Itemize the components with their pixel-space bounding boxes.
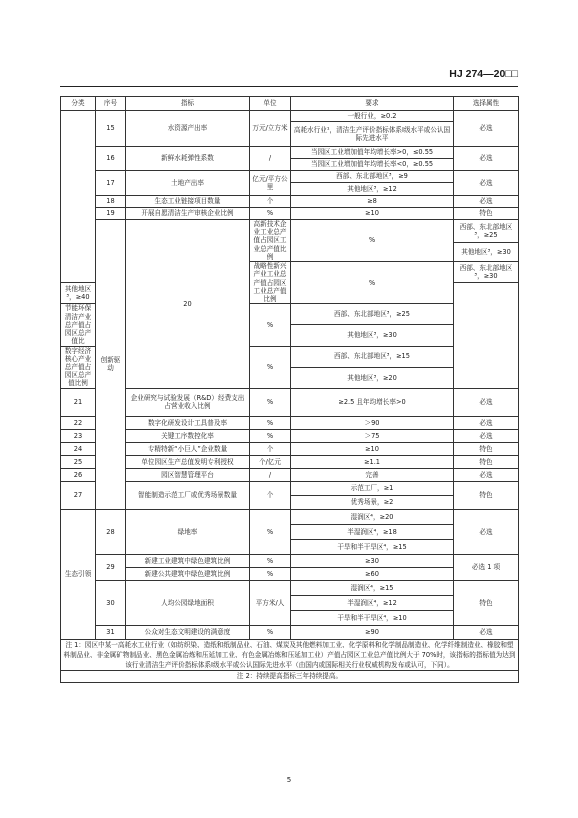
note-2: 注 2：持续提高指标三年持续提高。 [61, 671, 519, 682]
table-row [61, 388, 519, 416]
table-row [61, 416, 519, 429]
row-number: 15 [96, 111, 126, 147]
unit: 个 [250, 196, 291, 208]
indicator-name: 节能环保清洁产业总产值占园区总产值比 [61, 304, 96, 346]
unit: % [250, 346, 291, 388]
table-row [61, 455, 519, 468]
table-row [61, 481, 519, 495]
requirement: 湿润区⁴，≥15 [291, 580, 454, 595]
col-header-attribute: 选择属性 [454, 97, 519, 111]
row-number: 19 [96, 208, 126, 220]
table-row [61, 111, 519, 122]
category-cell-resource [61, 111, 96, 283]
unit: 平方米/人 [250, 580, 291, 625]
table-row [61, 171, 519, 183]
requirement: 湿润区⁴，≥20 [291, 509, 454, 524]
requirement: 其他地区³，≥30 [291, 325, 454, 346]
unit: % [291, 220, 454, 262]
indicator-name: 新建工业建筑中绿色建筑比例 [126, 554, 250, 567]
requirement: ≥90 [291, 625, 454, 639]
row-number: 23 [61, 429, 96, 442]
requirement: ≥30 [291, 554, 454, 567]
requirement: ≥8 [291, 196, 454, 208]
unit: % [250, 429, 291, 442]
indicator-name: 战略性新兴产业工业总产值占园区工业总产值比例 [250, 262, 291, 304]
indicator-name: 数字化研发设计工具普及率 [126, 416, 250, 429]
requirement: ＞90 [291, 416, 454, 429]
table-row [61, 147, 519, 159]
unit: % [291, 262, 454, 304]
row-number: 31 [96, 625, 126, 639]
unit: 个 [250, 481, 291, 509]
unit: % [250, 304, 291, 346]
attribute: 必选 [454, 196, 519, 208]
indicator-name: 关键工序数控化率 [126, 429, 250, 442]
indicator-name: 公众对生态文明建设的满意度 [126, 625, 250, 639]
requirement: 半湿润区⁴，≥12 [291, 595, 454, 610]
row-number: 29 [96, 554, 126, 580]
requirement: ≥60 [291, 567, 454, 580]
table-row [61, 220, 519, 243]
row-number: 20 [126, 220, 250, 389]
unit: 亿元/平方公里 [250, 171, 291, 196]
row-number: 17 [96, 171, 126, 196]
requirement: 半湿润区⁴，≥18 [291, 524, 454, 539]
row-number: 28 [96, 509, 126, 554]
table-row [61, 468, 519, 481]
attribute: 必选 [454, 468, 519, 481]
requirement: 当园区工业增加值年均增长率>0，≤0.55 [291, 147, 454, 159]
note-1: 注 1：园区中某一高耗水工业行业（如纺织染、造纸和纸制品业、石油、煤炭及其他燃料加工业、化学原料和化学制品制造业、化学纤维制造业、橡胶和塑料制品业、非金属矿物制品业、黑色金属冶炼和压延加工业、有色金属冶炼和压延加工业）产值占园区工业总产值比例大于 70%时，该指标的指标值为达到该行业清洁生产评价指标体系Ⅰ级水平或公认国际先进水平（由国内或国际相关行业权威机构发布或认可，下同）。 [61, 639, 519, 671]
unit: % [250, 388, 291, 416]
unit: 个 [250, 442, 291, 455]
requirement: 高耗水行业¹，清洁生产评价指标体系Ⅰ级水平或公认国际先进水平 [291, 122, 454, 147]
attribute: 必选 [454, 416, 519, 429]
attribute: 必选 [454, 388, 519, 416]
row-number: 24 [61, 442, 96, 455]
row-number: 16 [96, 147, 126, 171]
table-header-row [61, 97, 519, 111]
attribute: 必选 1 项 [454, 554, 519, 580]
table-row [61, 429, 519, 442]
indicator-name: 高新技术企业工业总产值占园区工业总产值比例 [250, 220, 291, 262]
unit: / [250, 468, 291, 481]
note-row [61, 639, 519, 671]
indicator-name: 数字经济核心产业总产值占园区总产值比例 [61, 346, 96, 388]
row-number: 27 [61, 481, 96, 509]
table-row [61, 567, 519, 580]
attribute: 必选 [454, 429, 519, 442]
requirement: 干旱和半干旱区⁴，≥10 [291, 610, 454, 625]
unit: % [250, 554, 291, 567]
indicator-name: 专精特新“小巨人”企业数量 [126, 442, 250, 455]
unit: % [250, 208, 291, 220]
unit: % [250, 625, 291, 639]
row-number: 22 [61, 416, 96, 429]
unit: / [250, 147, 291, 171]
row-number: 25 [61, 455, 96, 468]
unit: 个/亿元 [250, 455, 291, 468]
attribute: 特色 [454, 208, 519, 220]
requirement: 当园区工业增加值年均增长率<0，≥0.55 [291, 159, 454, 171]
attribute: 必选 [454, 147, 519, 171]
indicator-name: 开展自愿清洁生产审核企业比例 [126, 208, 250, 220]
row-number: 21 [61, 388, 96, 416]
attribute: 必选 [454, 171, 519, 196]
requirement: 西部、东北部地区³，≥25 [291, 304, 454, 325]
col-header-requirement: 要求 [291, 97, 454, 111]
requirement: 示范工厂，≥1 [291, 481, 454, 495]
row-number: 18 [96, 196, 126, 208]
table-row [61, 509, 519, 524]
attribute: 特色 [454, 481, 519, 509]
table-row [61, 196, 519, 208]
indicator-name: 水资源产出率 [126, 111, 250, 147]
requirement: ＞75 [291, 429, 454, 442]
requirement: 西部、东北部地区³，≥9 [291, 171, 454, 183]
requirement: 完善 [291, 468, 454, 481]
requirement: 优秀场景，≥2 [291, 495, 454, 509]
indicator-name: 绿地率 [126, 509, 250, 554]
indicator-name: 新建公共建筑中绿色建筑比例 [126, 567, 250, 580]
indicator-name: 园区智慧管理平台 [126, 468, 250, 481]
col-header-number: 序号 [96, 97, 126, 111]
unit: % [250, 416, 291, 429]
requirement: 其他地区³，≥40 [61, 283, 96, 304]
unit: % [250, 509, 291, 554]
indicator-name: 新鲜水耗弹性系数 [126, 147, 250, 171]
indicator-name: 智能制造示范工厂或优秀场景数量 [126, 481, 250, 509]
indicator-name: 企业研究与试验发展（R&D）经费支出占营业收入比例 [126, 388, 250, 416]
table-row [61, 442, 519, 455]
requirement: 其他地区³，≥30 [454, 243, 519, 262]
indicator-table [60, 96, 519, 683]
requirement: ≥10 [291, 208, 454, 220]
unit: % [250, 567, 291, 580]
attribute: 必选 [454, 509, 519, 554]
table-row [61, 625, 519, 639]
note-row [61, 671, 519, 682]
col-header-indicator: 指标 [126, 97, 250, 111]
requirement: 西部、东北部地区³，≥25 [454, 220, 519, 243]
standard-code: HJ 274—20□□ [449, 68, 518, 80]
requirement: ≥2.5 且年均增长率>0 [291, 388, 454, 416]
header-rule [60, 86, 518, 87]
requirement: 其他地区³，≥20 [291, 367, 454, 388]
page-number: 5 [286, 776, 292, 784]
col-header-category: 分类 [61, 97, 96, 111]
requirement: 干旱和半干旱区⁴，≥15 [291, 539, 454, 554]
indicator-name: 单位园区生产总值发明专利授权 [126, 455, 250, 468]
col-header-unit: 单位 [250, 97, 291, 111]
requirement: 其他地区³，≥12 [291, 183, 454, 196]
indicator-name: 人均公园绿地面积 [126, 580, 250, 625]
attribute: 特色 [454, 455, 519, 468]
attribute: 必选 [454, 625, 519, 639]
requirement: 西部、东北部地区³，≥15 [291, 346, 454, 367]
requirement: ≥10 [291, 442, 454, 455]
requirement: ≥1.1 [291, 455, 454, 468]
requirement: 西部、东北部地区³，≥30 [454, 262, 519, 283]
indicator-name: 生态工业链接项目数量 [126, 196, 250, 208]
category-ecology: 生态引领 [61, 509, 96, 639]
attribute: 必选 [454, 111, 519, 147]
indicator-name: 土地产出率 [126, 171, 250, 196]
row-number: 30 [96, 580, 126, 625]
requirement: 一般行业，≥0.2 [291, 111, 454, 122]
table-row [61, 580, 519, 595]
table-row [61, 554, 519, 567]
attribute: 特色 [454, 580, 519, 625]
row-number: 26 [61, 468, 96, 481]
unit: 万元/立方米 [250, 111, 291, 147]
table-row [61, 208, 519, 220]
category-innovation: 创新驱动 [96, 220, 126, 510]
attribute: 特色 [454, 442, 519, 455]
